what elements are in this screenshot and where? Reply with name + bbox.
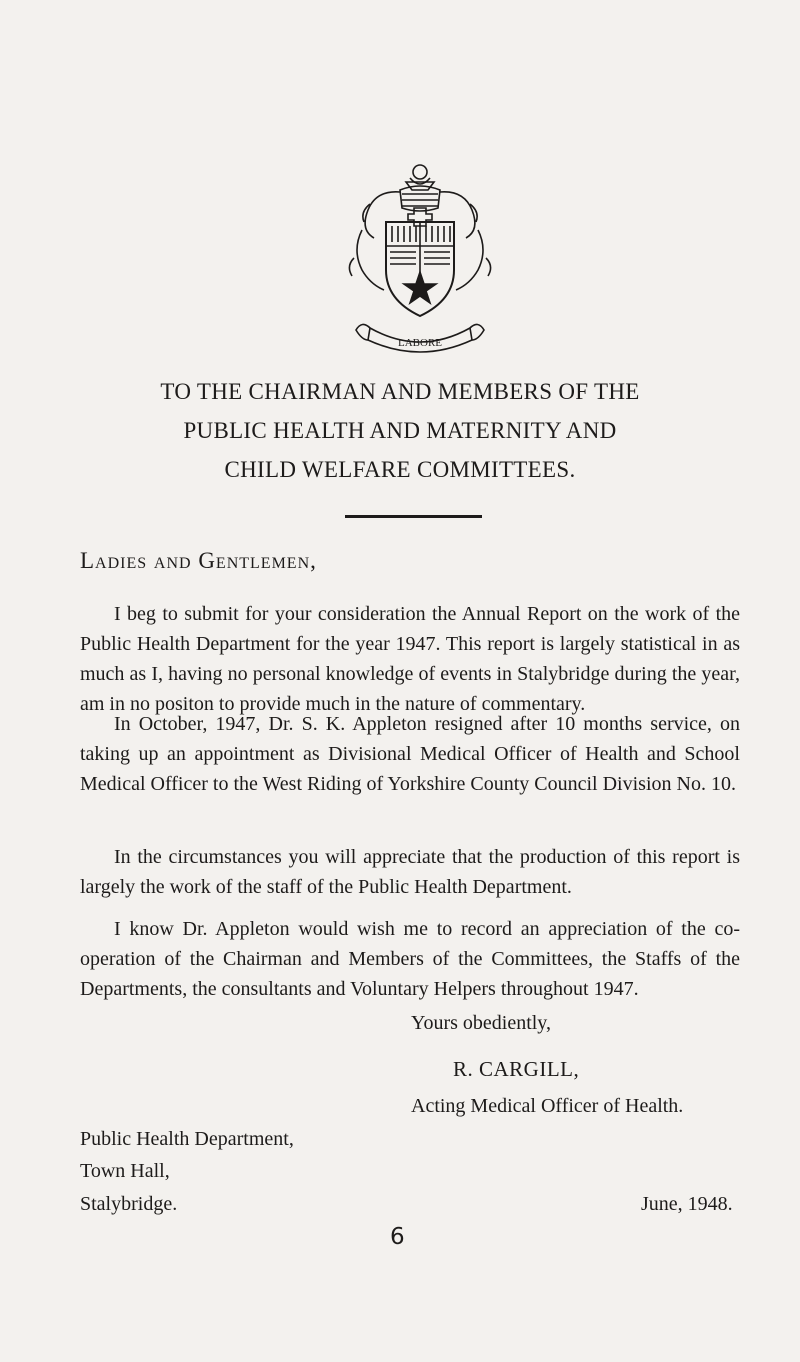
address-line-1: Public Health Department, [80, 1128, 294, 1150]
letter-date: June, 1948. [641, 1193, 733, 1215]
paragraph-4: I know Dr. Appleton would wish me to record an appreciation of the co-operation of the Chairman and Members of the Committees, the Staffs of the Departments, the consultants and Voluntary Helpers throughout 1947. [80, 918, 740, 1000]
signatory-title: Acting Medical Officer of Health. [411, 1095, 684, 1117]
address-line-2: Town Hall, [80, 1160, 170, 1182]
coat-of-arms-crest [340, 160, 500, 360]
closing-salutation: Yours obediently, [411, 1012, 552, 1034]
address-line-3: Stalybridge. [80, 1193, 178, 1215]
heading-line-1: TO THE CHAIRMAN AND MEMBERS OF THE [160, 379, 640, 404]
crest-motto: LABORE [398, 337, 442, 349]
paragraph-1: I beg to submit for your consideration the Annual Report on the work of the Public Health Department for the year 1947. This report is largely statistical in as much as I, having no personal knowledge of events in Stalybridge during the year, am in no positon to provide much in the nature of commentary. [80, 603, 740, 715]
report-heading [40, 372, 760, 489]
salutation: Ladies and Gentlemen, [80, 548, 317, 573]
signature-name: R. CARGILL, [453, 1057, 580, 1081]
paragraph-2: In October, 1947, Dr. S. K. Appleton resigned after 10 months service, on taking up an appointment as Divisional Medical Officer of Health and School Medical Officer to the West Riding of Yorkshire County Council Division No. 10. [80, 713, 740, 795]
heading-line-2: PUBLIC HEALTH AND MATERNITY AND [183, 418, 617, 443]
page-number: 6 [390, 1224, 405, 1250]
heading-line-3: CHILD WELFARE COMMITTEES. [224, 457, 576, 482]
paragraph-3: In the circumstances you will appreciate that the production of this report is largely the work of the staff of the Public Health Department. [80, 846, 740, 898]
heading-divider [345, 515, 482, 518]
